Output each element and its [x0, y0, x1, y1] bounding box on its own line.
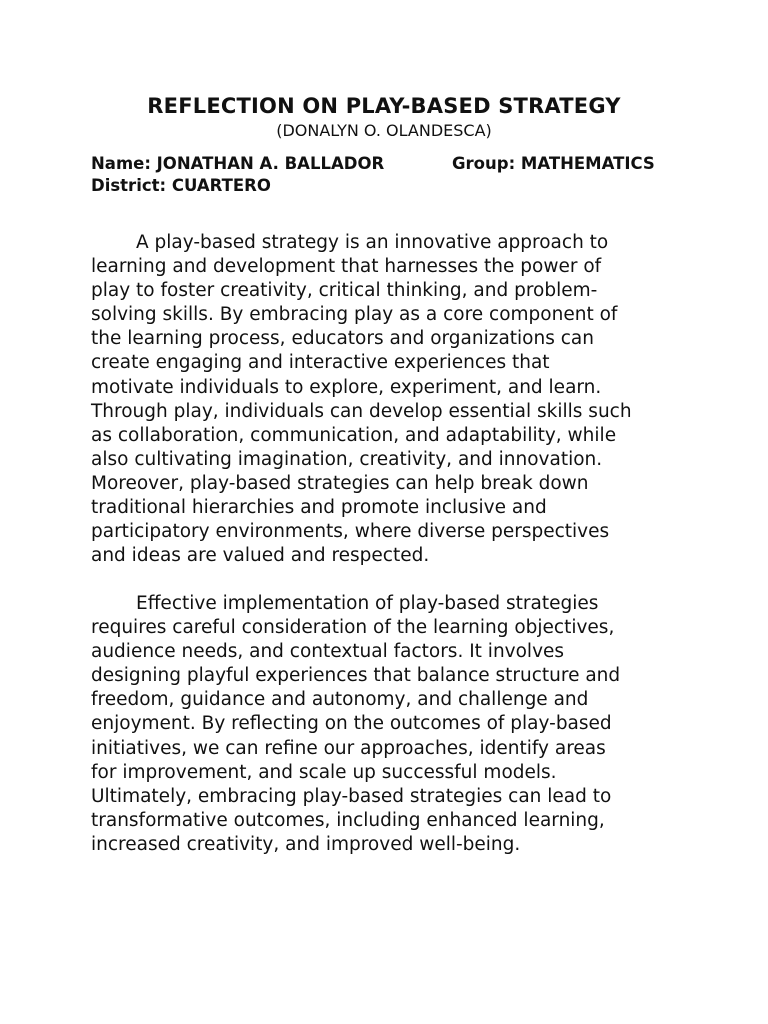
paragraph-line: Through play, individuals can develop essential skills such [91, 400, 632, 422]
paragraph-line: increased creativity, and improved well-being. [91, 833, 521, 855]
paragraph-line: play to foster creativity, critical thinking, and problem- [91, 280, 598, 302]
paragraph-line: initiatives, we can refine our approaches, identify areas [91, 737, 606, 759]
paragraph-line: transformative outcomes, including enhanced learning, [91, 809, 605, 831]
district-field: District: CUARTERO [91, 176, 271, 195]
paragraph-line: audience needs, and contextual factors. It involves [91, 641, 565, 663]
paragraph-line: Effective implementation of play-based strategies [136, 593, 599, 614]
paragraph-line: the learning process, educators and organizations can [91, 328, 594, 350]
paragraph-line: enjoyment. By reflecting on the outcomes of play-based [91, 713, 612, 735]
paragraph-line: participatory environments, where diverse perspectives [91, 521, 610, 543]
paragraph-line: and ideas are valued and respected. [91, 545, 430, 567]
paragraph-line: Moreover, play-based strategies can help break down [91, 472, 589, 494]
paragraph-line: requires careful consideration of the learning objectives, [91, 617, 615, 639]
paragraph-line: create engaging and interactive experiences that [91, 352, 550, 374]
paragraph-line: for improvement, and scale up successful models. [91, 761, 557, 783]
paragraph-line: solving skills. By embracing play as a core component of [91, 304, 618, 326]
paragraph-line: as collaboration, communication, and adaptability, while [91, 424, 617, 446]
paragraph-line: traditional hierarchies and promote inclusive and [91, 497, 547, 519]
paragraph-line: A play-based strategy is an innovative approach to [136, 232, 609, 253]
paragraph-line: also cultivating imagination, creativity, and innovation. [91, 448, 603, 470]
page-subtitle: (DONALYN O. OLANDESCA) [276, 121, 492, 140]
group-field: Group: MATHEMATICS [452, 154, 655, 173]
paragraph-line: freedom, guidance and autonomy, and challenge and [91, 689, 589, 711]
student-name: Name: JONATHAN A. BALLADOR [91, 154, 385, 173]
paragraph-line: motivate individuals to explore, experiment, and learn. [91, 376, 602, 398]
paragraph-1 [91, 231, 691, 568]
paragraph-line: designing playful experiences that balance structure and [91, 665, 621, 687]
page-title: REFLECTION ON PLAY-BASED STRATEGY [147, 94, 621, 118]
paragraph-2 [91, 592, 691, 857]
paragraph-line: learning and development that harnesses the power of [91, 256, 602, 278]
paragraph-line: Ultimately, embracing play-based strategies can lead to [91, 785, 612, 807]
